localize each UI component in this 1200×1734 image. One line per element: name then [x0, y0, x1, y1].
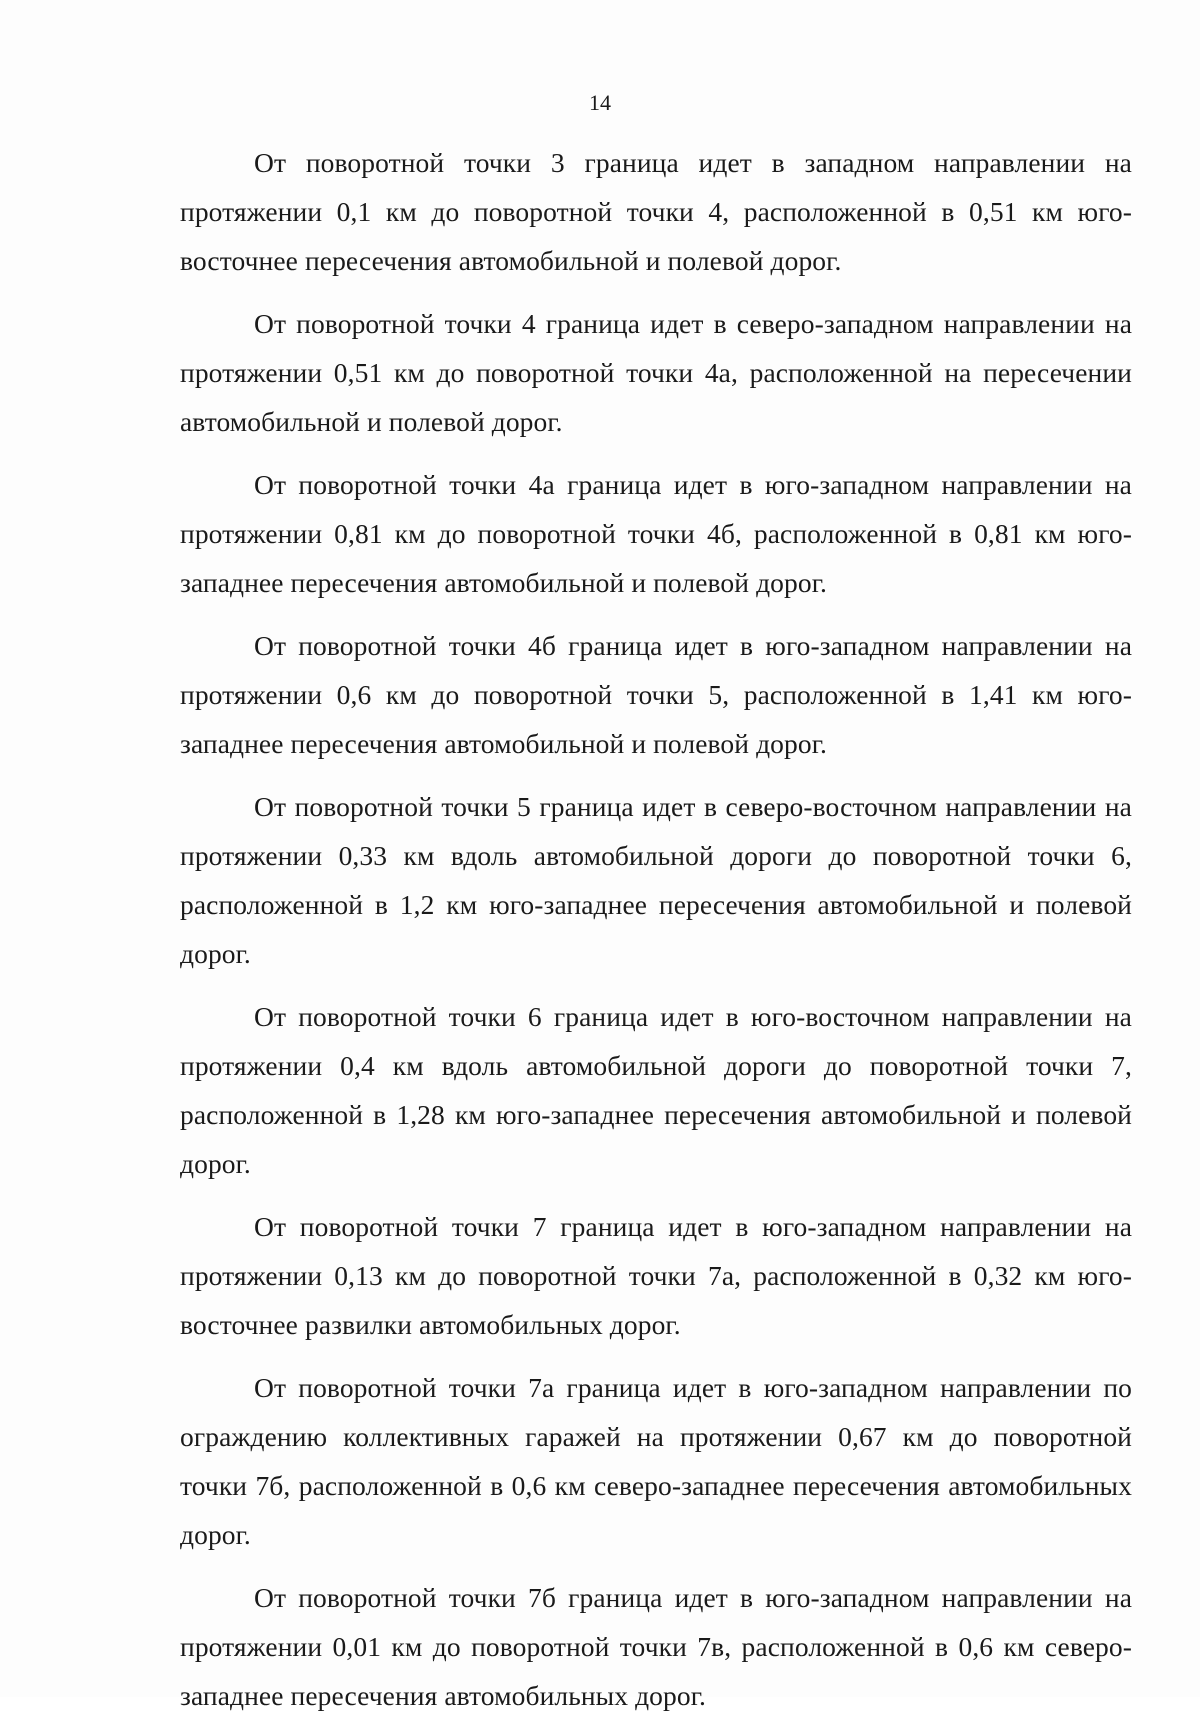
paragraph-3: От поворотной точки 4а граница идет в юго-западном направлении на протяжении 0,81 км до поворотной точки 4б, расположенной в 0,81 км юго-западнее пересечения автомобильной и полевой дорог. [180, 469, 1132, 598]
paragraph-4: От поворотной точки 4б граница идет в юго-западном направлении на протяжении 0,6 км до поворотной точки 5, расположенной в 1,41 км юго-западнее пересечения автомобильной и полевой дорог. [180, 630, 1132, 759]
paragraph-2: От поворотной точки 4 граница идет в северо-западном направлении на протяжении 0,51 км до поворотной точки 4а, расположенной на пересечении автомобильной и полевой дорог. [180, 308, 1132, 437]
paragraph-9: От поворотной точки 7б граница идет в юго-западном направлении на протяжении 0,01 км до поворотной точки 7в, расположенной в 0,6 км северо-западнее пересечения автомобильных дорог. [180, 1582, 1132, 1711]
page-number: 14 [589, 90, 611, 115]
document-body [180, 138, 1132, 1734]
paragraph-5: От поворотной точки 5 граница идет в северо-восточном направлении на протяжении 0,33 км вдоль автомобильной дороги до поворотной точки 6, расположенной в 1,2 км юго-западнее пересечения автомобильной и полевой дорог. [180, 791, 1132, 969]
paragraph-8: От поворотной точки 7а граница идет в юго-западном направлении по ограждению коллективных гаражей на протяжении 0,67 км до поворотной точки 7б, расположенной в 0,6 км северо-западнее пересечения автомобильных дорог. [180, 1372, 1132, 1550]
paragraph-7: От поворотной точки 7 граница идет в юго-западном направлении на протяжении 0,13 км до поворотной точки 7а, расположенной в 0,32 км юго-восточнее развилки автомобильных дорог. [180, 1211, 1132, 1340]
paragraph-6: От поворотной точки 6 граница идет в юго-восточном направлении на протяжении 0,4 км вдоль автомобильной дороги до поворотной точки 7, расположенной в 1,28 км юго-западнее пересечения автомобильной и полевой дорог. [180, 1001, 1132, 1179]
paragraph-1: От поворотной точки 3 граница идет в западном направлении на протяжении 0,1 км до поворотной точки 4, расположенной в 0,51 км юго-восточнее пересечения автомобильной и полевой дорог. [180, 147, 1132, 276]
